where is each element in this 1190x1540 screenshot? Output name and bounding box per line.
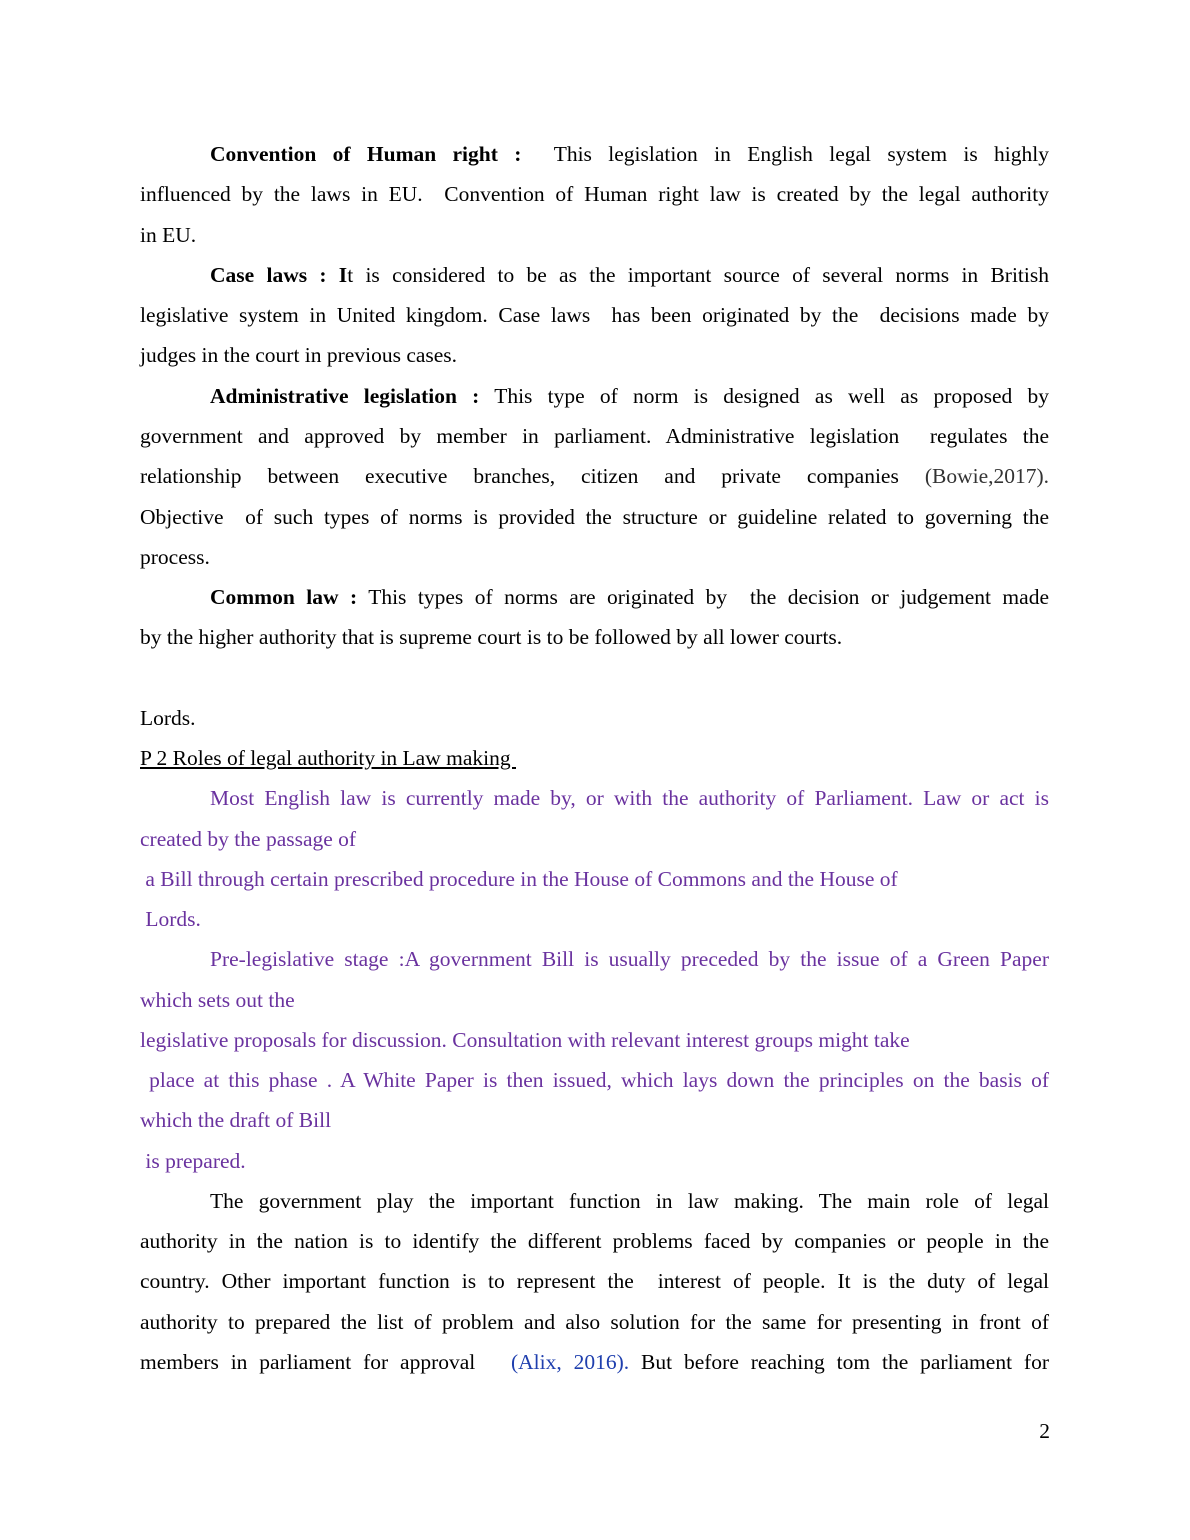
administrative-line-1 (210, 376, 1049, 416)
lords-line: Lords. (140, 706, 196, 730)
purple-line-5: Pre-legislative stage :A government Bill is usually preceded by the issue of a Green Paper (210, 947, 1049, 971)
common-law-line-1 (210, 577, 1049, 617)
section-heading-p2 (140, 738, 1049, 778)
case-laws-line-1 (210, 255, 1049, 295)
case-laws-line-3: judges in the court in previous cases. (140, 343, 458, 367)
purple-line-2: created by the passage of (140, 827, 357, 851)
purple-line-3: a Bill through certain prescribed procedure in the House of Commons and the House of (140, 867, 898, 891)
purple-line-9: which the draft of Bill (140, 1108, 332, 1132)
administrative-line-4: Objective of such types of norms is provided the structure or guideline related to governing the (140, 505, 1049, 529)
convention-text: This legislation in English legal system is highly (553, 142, 1049, 166)
administrative-text: This type of norm is designed as well as proposed by (494, 384, 1049, 408)
purple-line-10: is prepared. (140, 1149, 246, 1173)
section-heading-text: P 2 Roles of legal authority in Law making (140, 746, 516, 770)
administrative-line-3-text: relationship between executive branches, citizen and private companies (140, 464, 899, 488)
administrative-heading: Administrative legislation : (210, 384, 480, 408)
convention-heading: Convention of Human right : (210, 142, 522, 166)
administrative-line-5: process. (140, 545, 210, 569)
convention-line-3: in EU. (140, 223, 197, 247)
government-line-3: country. Other important function is to represent the interest of people. It is the duty of legal (140, 1269, 1049, 1293)
page-number: 2 (1039, 1419, 1050, 1443)
purple-line-6: which sets out the (140, 988, 295, 1012)
common-law-line-2: by the higher authority that is supreme court is to be followed by all lower courts. (140, 625, 843, 649)
common-law-heading: Common law : (210, 585, 358, 609)
purple-line-4: Lords. (140, 907, 201, 931)
case-laws-line-2: legislative system in United kingdom. Case laws has been originated by the decisions made by (140, 303, 1049, 327)
administrative-line-2: government and approved by member in parliament. Administrative legislation regulates the (140, 424, 1049, 448)
case-laws-text: t is considered to be as the important source of several norms in British (347, 263, 1049, 287)
citation-bowie: (Bowie,2017). (924, 464, 1050, 488)
case-laws-heading: Case laws : I (210, 263, 348, 287)
purple-line-1: Most English law is currently made by, or with the authority of Parliament. Law or act is (210, 786, 1049, 810)
purple-line-7: legislative proposals for discussion. Consultation with relevant interest groups might take (140, 1028, 910, 1052)
citation-alix: (Alix, 2016). (510, 1350, 630, 1374)
convention-line-1 (210, 134, 1049, 174)
purple-line-8: place at this phase . A White Paper is then issued, which lays down the principles on the basis of (140, 1068, 1049, 1092)
government-line-5-text-b: But before reaching tom the parliament for (641, 1350, 1050, 1374)
government-line-2: authority in the nation is to identify the different problems faced by companies or people in the (140, 1229, 1049, 1253)
government-line-1: The government play the important function in law making. The main role of legal (210, 1189, 1049, 1213)
administrative-line-3 (140, 456, 1049, 496)
common-law-text: This types of norms are originated by the decision or judgement made (368, 585, 1049, 609)
government-line-5-text-a: members in parliament for approval (140, 1350, 476, 1374)
convention-line-2: influenced by the laws in EU. Convention of Human right law is created by the legal authority (140, 182, 1049, 206)
government-line-5 (140, 1342, 1049, 1382)
government-line-4: authority to prepared the list of problem and also solution for the same for presenting in front of (140, 1310, 1049, 1334)
